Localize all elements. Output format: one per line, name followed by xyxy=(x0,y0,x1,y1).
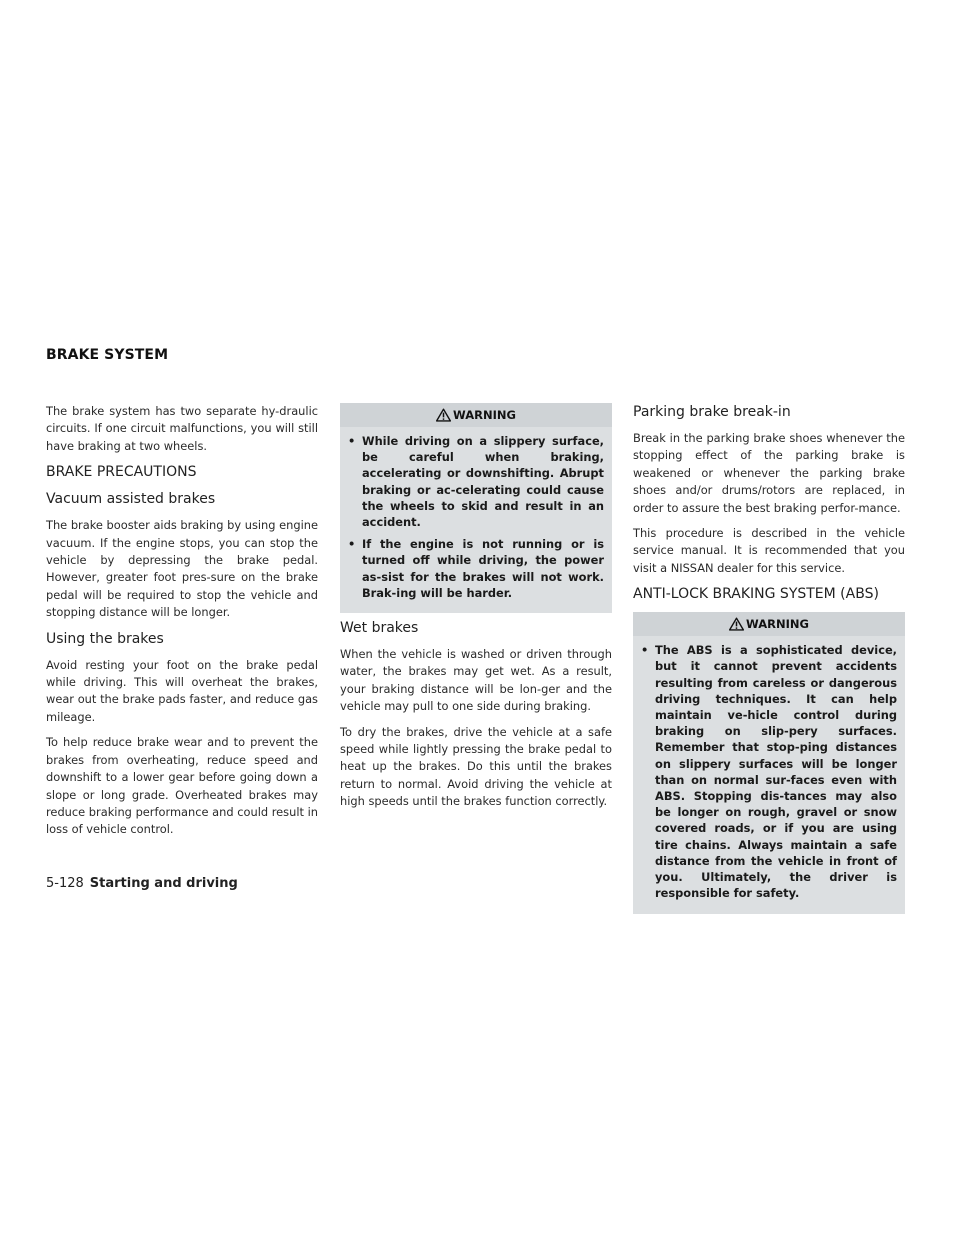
column-3 xyxy=(633,403,905,920)
heading-wet-brakes: Wet brakes xyxy=(340,620,419,637)
warning-header xyxy=(340,403,612,427)
warning-item: • The ABS is a sophisticated device, but it cannot prevent accidents resulting from careless or dangerous driving techniques. It can help maintain ve-hicle control during braking on slip-pery surfaces. Remember that stop-ping distances on slippery surfaces will be longer than on normal sur-faces even with ABS. Stopping dis-tances may also be longer on rough, gravel or snow covered roads, or if you are using tire chains. Always maintain a safe distance from the vehicle in front of you. Ultimately, the driver is responsible for safety. xyxy=(641,643,897,901)
section-name: Starting and driving xyxy=(89,876,238,891)
heading-vacuum-assisted-brakes: Vacuum assisted brakes xyxy=(46,491,216,508)
wet-paragraph-2: To dry the brakes, drive the vehicle at a safe speed while lightly pressing the brake pedal to heat up the brakes. Do this until the brakes return to normal. Avoid driving the vehicle at high speeds until the brakes function correctly. xyxy=(340,724,612,809)
warning-box-abs xyxy=(633,612,905,913)
parking-paragraph-1: Break in the parking brake shoes whenever the stopping effect of the parking brake is weakened or whenever the parking brake shoes and/or drums/rotors are replaced, in order to assure the best braking perfor-mance. xyxy=(633,431,905,515)
column-2 xyxy=(340,403,612,819)
warning-item: • If the engine is not running or is turned off while driving, the power as-sist for the brakes will not work. Brak-ing will be harder. xyxy=(348,537,604,600)
heading-using-the-brakes: Using the brakes xyxy=(46,630,164,647)
column-1 xyxy=(46,403,318,847)
warning-list xyxy=(340,433,612,601)
heading-parking-brake-break-in: Parking brake break-in xyxy=(633,404,791,420)
warning-label: WARNING xyxy=(746,617,809,632)
warning-triangle-icon xyxy=(729,617,744,631)
intro-paragraph: The brake system has two separate hy-draulic circuits. If one circuit malfunctions, you will still have braking at two wheels. xyxy=(46,404,318,453)
warning-triangle-icon xyxy=(436,408,451,422)
heading-brake-precautions: BRAKE PRECAUTIONS xyxy=(46,464,197,481)
page-number: 5-128 xyxy=(46,876,84,891)
heading-abs: ANTI-LOCK BRAKING SYSTEM (ABS) xyxy=(633,586,879,603)
warning-box-brakes xyxy=(340,403,612,613)
wet-paragraph-1: When the vehicle is washed or driven through water, the brakes may get wet. As a result, your braking distance will be lon-ger and the vehicle may pull to one side during braking. xyxy=(340,647,612,714)
warning-list xyxy=(633,642,905,901)
warning-header xyxy=(633,612,905,636)
using-paragraph-1: Avoid resting your foot on the brake pedal while driving. This will overheat the brakes, wear out the brake pads faster, and reduce gas mileage. xyxy=(46,657,318,724)
warning-label: WARNING xyxy=(453,408,516,422)
parking-paragraph-2: This procedure is described in the vehicle service manual. It is recommended that you visit a NISSAN dealer for this service. xyxy=(633,526,905,575)
vacuum-paragraph: The brake booster aids braking by using engine vacuum. If the engine stops, you can stop the vehicle by depressing the brake pedal. However, greater foot pres-sure on the brake pedal will be required to stop the vehicle and stopping distance will be longer. xyxy=(46,518,318,620)
page-footer xyxy=(46,876,238,891)
section-title: BRAKE SYSTEM xyxy=(46,347,169,363)
warning-item: • While driving on a slippery surface, be careful when braking, accelerating or downshifting. Abrupt braking or ac-celerating could cause the wheels to skid and result in an accident. xyxy=(348,434,604,530)
using-paragraph-2: To help reduce brake wear and to prevent the brakes from overheating, reduce speed and downshift to a lower gear before going down a slope or long grade. Overheated brakes may reduce braking performance and could result in loss of vehicle control. xyxy=(46,735,318,837)
